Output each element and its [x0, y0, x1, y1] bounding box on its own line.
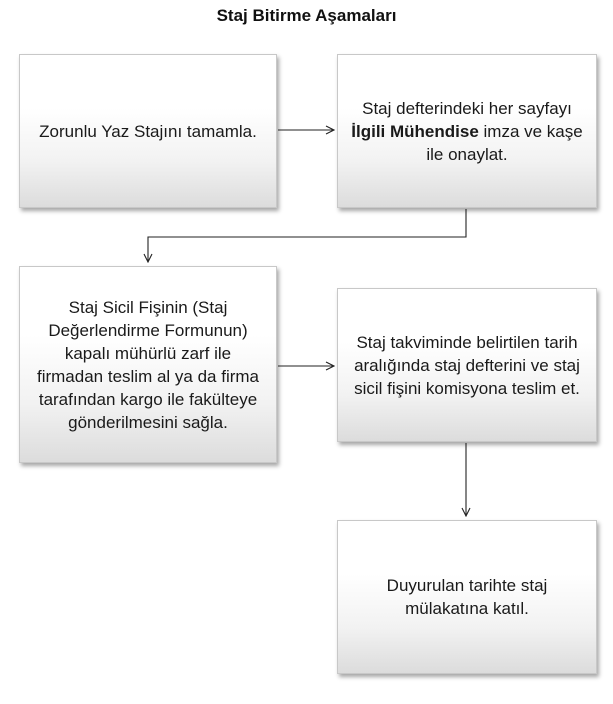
step-5-text: Duyurulan tarihte staj mülakatına katıl. — [386, 576, 548, 618]
step-3-text: Staj Sicil Fişinin (Staj Değerlendirme Formunun) kapalı mühürlü zarf ile firmadan teslim al ya da firma tarafından kargo ile fakülteye gönderilmesini sağla. — [36, 297, 260, 432]
step-2-text-end: imza ve kaşe ile onaylat. — [426, 121, 583, 164]
step-1-text: Zorunlu Yaz Stajını tamamla. — [39, 121, 257, 141]
step-2-text-bold: İlgili Mühendise — [351, 121, 479, 141]
step-2-text-start: Staj defterindeki her sayfayı — [362, 98, 572, 118]
diagram-title: Staj Bitirme Aşamaları — [216, 6, 397, 25]
arrow-step2-to-step3 — [148, 209, 466, 262]
step-4-text: Staj takviminde belirtilen tarih aralığında staj defterini ve staj sicil fişini komisyona teslim et. — [354, 332, 580, 398]
